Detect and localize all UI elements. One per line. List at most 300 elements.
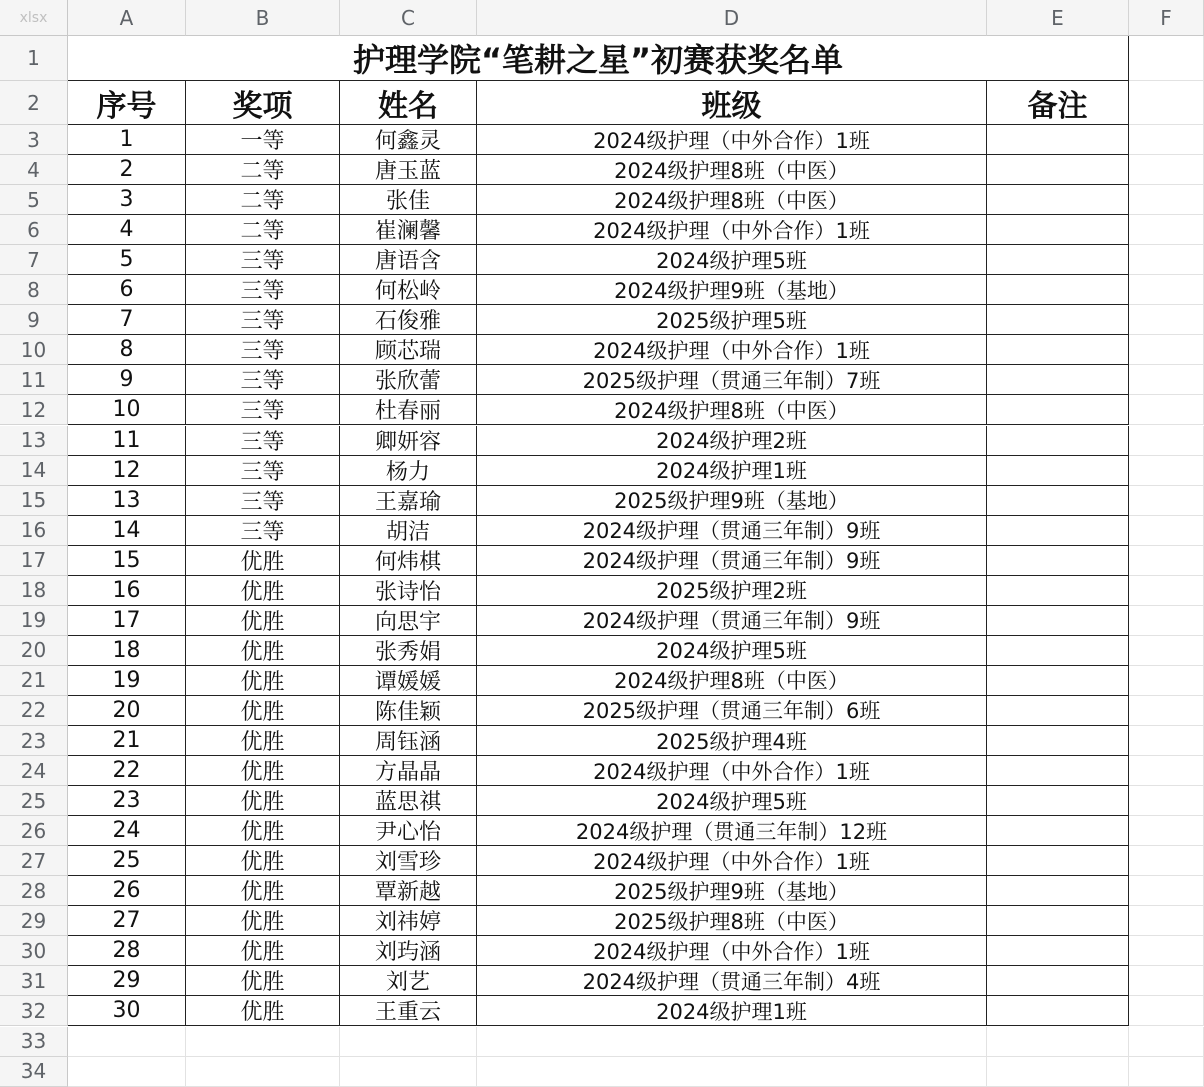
cell-f[interactable] [1129,876,1204,906]
cell-class[interactable] [477,666,987,696]
cell-name[interactable] [340,726,477,756]
cell-class[interactable] [477,906,987,936]
cell-note[interactable] [987,606,1129,636]
column-header-c[interactable] [340,0,477,36]
cell-class-value: 2024级护理（贯通三年制）9班 [582,609,881,634]
header-award[interactable] [186,81,340,125]
cell-name[interactable] [340,906,477,936]
empty-cell[interactable] [186,1027,340,1057]
cell-f[interactable] [1129,726,1204,756]
cell-f[interactable] [1129,335,1204,365]
cell-class-value: 2024级护理（中外合作）1班 [593,218,870,243]
cell-seq[interactable] [68,456,186,486]
cell-note[interactable] [987,966,1129,996]
cell-class-value: 2024级护理8班（中医） [614,188,849,213]
cell-f[interactable] [1129,125,1204,155]
cell-class[interactable] [477,335,987,365]
cell-class[interactable] [477,125,987,155]
cell-award[interactable] [186,426,340,456]
cell-award[interactable] [186,486,340,516]
cell-award[interactable] [186,726,340,756]
cell-seq[interactable] [68,696,186,726]
cell-f[interactable] [1129,155,1204,185]
row-header-27[interactable] [0,846,68,876]
cell-class[interactable] [477,155,987,185]
empty-cell[interactable] [987,1027,1129,1057]
cell-seq[interactable] [68,486,186,516]
cell-seq[interactable] [68,215,186,245]
row-header-label: 19 [20,608,47,633]
cell-award[interactable] [186,966,340,996]
cell-award[interactable] [186,906,340,936]
cell-name[interactable] [340,786,477,816]
cell-award[interactable] [186,576,340,606]
empty-cell[interactable] [68,1027,186,1057]
empty-cell[interactable] [987,1057,1129,1087]
cell-seq[interactable] [68,756,186,786]
cell-seq-value: 26 [112,878,141,904]
empty-cell[interactable] [340,1057,477,1087]
empty-cell[interactable] [340,1027,477,1057]
column-header-f[interactable] [1129,0,1204,36]
cell-class[interactable] [477,185,987,215]
cell-name[interactable] [340,486,477,516]
cell-name[interactable] [340,576,477,606]
row-header-10[interactable] [0,335,68,365]
cell-award[interactable] [186,636,340,666]
cell-name[interactable] [340,606,477,636]
row-header-1[interactable] [0,36,68,81]
cell-note[interactable] [987,936,1129,966]
cell-award[interactable] [186,185,340,215]
cell-f[interactable] [1129,456,1204,486]
cell-class[interactable] [477,696,987,726]
row-header-label: 31 [20,968,47,993]
cell-seq-value: 23 [112,788,141,814]
row-header-4[interactable] [0,155,68,185]
row-header-22[interactable] [0,696,68,726]
cell-note[interactable] [987,305,1129,335]
cell-seq[interactable] [68,996,186,1026]
cell-award[interactable] [186,335,340,365]
cell-award[interactable] [186,816,340,846]
cell-name[interactable] [340,155,477,185]
cell-note[interactable] [987,576,1129,606]
cell-name[interactable] [340,125,477,155]
row-header-25[interactable] [0,786,68,816]
cell-name[interactable] [340,275,477,305]
cell-f[interactable] [1129,846,1204,876]
cell-note[interactable] [987,666,1129,696]
cell-award[interactable] [186,786,340,816]
row-header-24[interactable] [0,756,68,786]
row-header-6[interactable] [0,215,68,245]
row-header-label: 3 [27,127,40,152]
cell-class[interactable] [477,726,987,756]
row-header-20[interactable] [0,636,68,666]
cell-seq[interactable] [68,185,186,215]
cell-f[interactable] [1129,576,1204,606]
column-header-d[interactable] [477,0,987,36]
cell-f[interactable] [1129,516,1204,546]
select-all-corner[interactable] [0,0,68,36]
cell-class[interactable] [477,636,987,666]
cell-f1[interactable] [1129,36,1204,81]
cell-name[interactable] [340,996,477,1026]
cell-name-value: 顾芯瑞 [374,339,441,365]
row-header-26[interactable] [0,816,68,846]
cell-class[interactable] [477,215,987,245]
cell-seq[interactable] [68,846,186,876]
cell-award-value: 优胜 [240,760,285,786]
cell-name[interactable] [340,666,477,696]
cell-seq[interactable] [68,275,186,305]
cell-seq-value: 21 [112,728,141,754]
cell-seq-value: 1 [119,127,134,153]
cell-award[interactable] [186,936,340,966]
cell-class-value: 2024级护理（中外合作）1班 [593,759,870,784]
cell-seq-value: 14 [112,517,141,543]
cell-class[interactable] [477,996,987,1026]
cell-class[interactable] [477,846,987,876]
sheet-title[interactable] [68,36,1129,81]
cell-note[interactable] [987,486,1129,516]
cell-name[interactable] [340,696,477,726]
cell-note[interactable] [987,756,1129,786]
cell-class[interactable] [477,305,987,335]
cell-award-value: 优胜 [240,730,285,756]
cell-note[interactable] [987,786,1129,816]
row-header-33[interactable] [0,1027,68,1057]
cell-class[interactable] [477,426,987,456]
header-seq[interactable] [68,81,186,125]
cell-award[interactable] [186,456,340,486]
cell-award[interactable] [186,846,340,876]
cell-seq[interactable] [68,335,186,365]
cell-award[interactable] [186,696,340,726]
cell-class-value: 2024级护理（中外合作）1班 [593,128,870,153]
cell-seq[interactable] [68,966,186,996]
cell-class[interactable] [477,966,987,996]
cell-seq[interactable] [68,576,186,606]
cell-class-value: 2024级护理8班（中医） [614,158,849,183]
cell-seq[interactable] [68,726,186,756]
empty-cell[interactable] [477,1057,987,1087]
cell-note[interactable] [987,846,1129,876]
row-header-29[interactable] [0,906,68,936]
cell-seq[interactable] [68,125,186,155]
cell-class-value: 2024级护理9班（基地） [614,278,849,303]
row-header-31[interactable] [0,966,68,996]
cell-seq[interactable] [68,155,186,185]
cell-name[interactable] [340,456,477,486]
cell-seq-value: 22 [112,758,141,784]
cell-award[interactable] [186,215,340,245]
cell-f[interactable] [1129,185,1204,215]
cell-seq[interactable] [68,606,186,636]
cell-award-value: 三等 [240,309,285,335]
row-header-14[interactable] [0,456,68,486]
cell-class-value: 2024级护理（贯通三年制）9班 [582,549,881,574]
cell-seq[interactable] [68,305,186,335]
cell-seq-value: 7 [119,307,134,333]
cell-name[interactable] [340,305,477,335]
cell-class[interactable] [477,756,987,786]
cell-award-value: 优胜 [240,880,285,906]
cell-award[interactable] [186,305,340,335]
row-header-label: 25 [20,788,47,813]
row-header-9[interactable] [0,305,68,335]
column-header-label: D [723,5,740,30]
cell-name[interactable] [340,936,477,966]
cell-f[interactable] [1129,426,1204,456]
cell-f[interactable] [1129,215,1204,245]
column-header-e[interactable] [987,0,1129,36]
cell-seq-value: 30 [112,998,141,1024]
row-header-label: 5 [27,187,40,212]
row-header-16[interactable] [0,516,68,546]
cell-seq[interactable] [68,816,186,846]
cell-award-value: 优胜 [240,609,285,635]
cell-class[interactable] [477,395,987,425]
cell-award[interactable] [186,125,340,155]
cell-class[interactable] [477,936,987,966]
row-header-label: 32 [20,998,47,1023]
cell-f[interactable] [1129,245,1204,275]
cell-seq[interactable] [68,936,186,966]
cell-seq[interactable] [68,906,186,936]
cell-seq-value: 29 [112,968,141,994]
cell-note[interactable] [987,245,1129,275]
cell-award-value: 三等 [240,459,285,485]
cell-name[interactable] [340,335,477,365]
cell-f[interactable] [1129,966,1204,996]
cell-class[interactable] [477,245,987,275]
row-header-label: 1 [27,46,40,70]
header-class[interactable] [477,81,987,125]
cell-note[interactable] [987,726,1129,756]
cell-class[interactable] [477,786,987,816]
cell-award[interactable] [186,365,340,395]
cell-award[interactable] [186,155,340,185]
cell-f[interactable] [1129,816,1204,846]
cell-note[interactable] [987,426,1129,456]
cell-note[interactable] [987,876,1129,906]
cell-f[interactable] [1129,365,1204,395]
cell-name[interactable] [340,546,477,576]
cell-note[interactable] [987,125,1129,155]
row-header-34[interactable] [0,1057,68,1087]
cell-award[interactable] [186,395,340,425]
cell-class[interactable] [477,816,987,846]
cell-class[interactable] [477,516,987,546]
cell-award-value: 三等 [240,489,285,515]
cell-note[interactable] [987,906,1129,936]
cell-name[interactable] [340,846,477,876]
cell-name[interactable] [340,365,477,395]
cell-note[interactable] [987,395,1129,425]
column-header-label: E [1051,5,1064,30]
cell-seq[interactable] [68,666,186,696]
row-header-7[interactable] [0,245,68,275]
cell-note[interactable] [987,155,1129,185]
row-header-28[interactable] [0,876,68,906]
cell-f[interactable] [1129,756,1204,786]
cell-award[interactable] [186,666,340,696]
cell-note[interactable] [987,275,1129,305]
row-header-2[interactable] [0,81,68,125]
cell-award[interactable] [186,275,340,305]
file-type-label: xlsx [19,9,48,26]
cell-seq[interactable] [68,245,186,275]
cell-award[interactable] [186,876,340,906]
cell-award[interactable] [186,756,340,786]
cell-award-value: 优胜 [240,820,285,846]
cell-f[interactable] [1129,546,1204,576]
cell-f[interactable] [1129,906,1204,936]
cell-f[interactable] [1129,305,1204,335]
cell-seq[interactable] [68,876,186,906]
cell-seq[interactable] [68,516,186,546]
cell-note[interactable] [987,696,1129,726]
cell-seq[interactable] [68,365,186,395]
cell-class-value: 2024级护理2班 [656,429,807,454]
cell-seq[interactable] [68,395,186,425]
cell-seq-value: 8 [119,337,134,363]
header-name[interactable] [340,81,477,125]
cell-name[interactable] [340,245,477,275]
cell-name[interactable] [340,395,477,425]
cell-award-value: 三等 [240,339,285,365]
cell-f[interactable] [1129,996,1204,1026]
row-header-label: 8 [27,277,40,302]
empty-cell[interactable] [477,1027,987,1057]
cell-award[interactable] [186,546,340,576]
row-header-label: 27 [20,848,47,873]
row-header-17[interactable] [0,546,68,576]
cell-class[interactable] [477,546,987,576]
cell-note[interactable] [987,456,1129,486]
cell-f[interactable] [1129,275,1204,305]
cell-class[interactable] [477,876,987,906]
cell-seq[interactable] [68,546,186,576]
cell-f2[interactable] [1129,81,1204,125]
cell-class-value: 2025级护理2班 [656,579,807,604]
row-header-12[interactable] [0,395,68,425]
header-note[interactable] [987,81,1129,125]
cell-seq-value: 27 [112,908,141,934]
cell-f[interactable] [1129,486,1204,516]
cell-seq[interactable] [68,636,186,666]
row-header-21[interactable] [0,666,68,696]
cell-award[interactable] [186,245,340,275]
cell-f[interactable] [1129,666,1204,696]
cell-seq[interactable] [68,426,186,456]
cell-note[interactable] [987,215,1129,245]
cell-award-value: 优胜 [240,579,285,605]
cell-note[interactable] [987,636,1129,666]
cell-name-value: 崔澜馨 [374,219,441,245]
cell-name[interactable] [340,516,477,546]
row-header-19[interactable] [0,606,68,636]
cell-note[interactable] [987,185,1129,215]
cell-f[interactable] [1129,936,1204,966]
cell-award[interactable] [186,606,340,636]
row-header-label: 33 [20,1029,47,1054]
cell-seq-value: 9 [119,367,134,393]
cell-f[interactable] [1129,696,1204,726]
column-header-a[interactable] [68,0,186,36]
cell-name[interactable] [340,426,477,456]
cell-award-value: 优胜 [240,699,285,725]
cell-name[interactable] [340,816,477,846]
cell-f[interactable] [1129,395,1204,425]
cell-class[interactable] [477,606,987,636]
row-header-15[interactable] [0,486,68,516]
cell-seq[interactable] [68,786,186,816]
cell-name[interactable] [340,215,477,245]
cell-note[interactable] [987,335,1129,365]
cell-name[interactable] [340,756,477,786]
cell-f[interactable] [1129,606,1204,636]
cell-name[interactable] [340,185,477,215]
row-header-13[interactable] [0,426,68,456]
row-header-label: 29 [20,908,47,933]
cell-class[interactable] [477,486,987,516]
cell-note[interactable] [987,996,1129,1026]
cell-class[interactable] [477,456,987,486]
cell-name-value: 何鑫灵 [374,129,441,155]
cell-class[interactable] [477,576,987,606]
cell-f[interactable] [1129,786,1204,816]
cell-seq-value: 2 [119,157,134,183]
cell-award[interactable] [186,516,340,546]
cell-name[interactable] [340,876,477,906]
row-header-30[interactable] [0,936,68,966]
row-header-8[interactable] [0,275,68,305]
cell-award[interactable] [186,996,340,1026]
row-header-18[interactable] [0,576,68,606]
cell-note[interactable] [987,516,1129,546]
cell-note[interactable] [987,816,1129,846]
cell-award-value: 三等 [240,249,285,275]
cell-name-value: 张诗怡 [374,579,441,605]
empty-cell[interactable] [1129,1027,1204,1057]
row-header-3[interactable] [0,125,68,155]
empty-cell[interactable] [186,1057,340,1087]
column-header-b[interactable] [186,0,340,36]
cell-award-value: 优胜 [240,639,285,665]
row-header-5[interactable] [0,185,68,215]
cell-note[interactable] [987,365,1129,395]
cell-award-value: 一等 [240,129,285,155]
cell-seq-value: 10 [112,397,141,423]
row-header-32[interactable] [0,996,68,1026]
row-header-11[interactable] [0,365,68,395]
cell-name[interactable] [340,966,477,996]
empty-cell[interactable] [1129,1057,1204,1087]
cell-class[interactable] [477,365,987,395]
empty-cell[interactable] [68,1057,186,1087]
cell-note[interactable] [987,546,1129,576]
cell-class-value: 2024级护理（贯通三年制）9班 [582,519,881,544]
row-header-23[interactable] [0,726,68,756]
cell-f[interactable] [1129,636,1204,666]
row-header-label: 10 [20,337,47,362]
cell-class[interactable] [477,275,987,305]
cell-name[interactable] [340,636,477,666]
cell-class-value: 2025级护理9班（基地） [614,879,849,904]
